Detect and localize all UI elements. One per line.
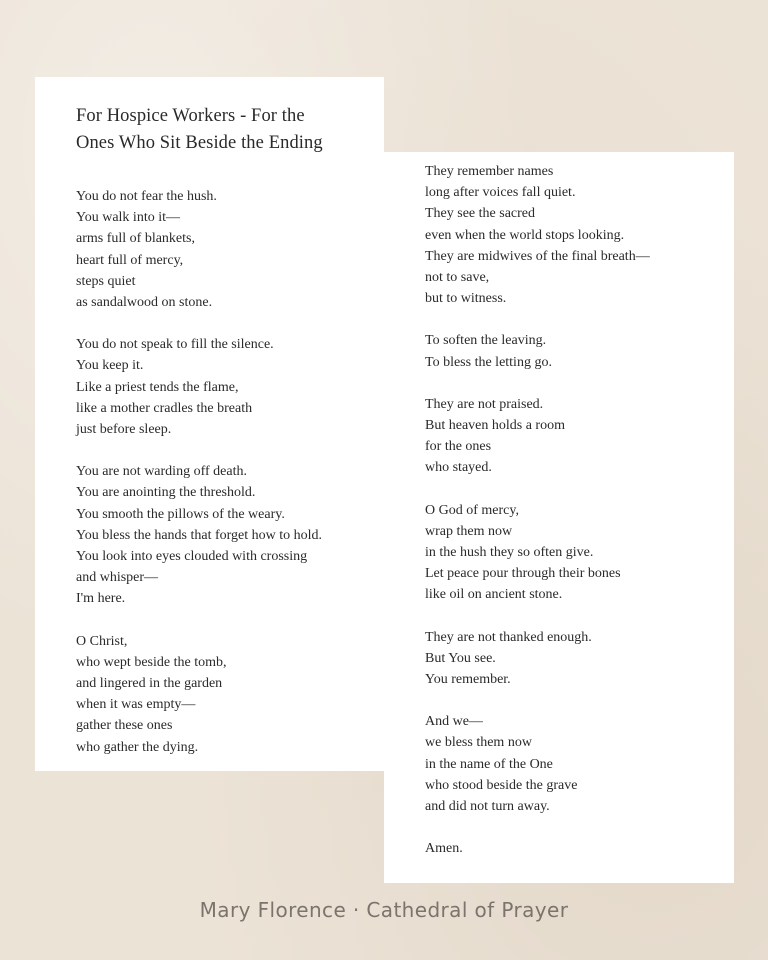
stanza <box>425 627 734 691</box>
poem-line: who gather the dying. <box>76 739 199 755</box>
poem-title-line-1: For Hospice Workers - For the <box>76 106 305 126</box>
poem-line: You keep it. <box>76 358 144 374</box>
poem-line: And we— <box>425 714 483 730</box>
stanza <box>425 500 734 606</box>
poem-line: like a mother cradles the breath <box>76 400 253 416</box>
poem-line: who stayed. <box>425 460 492 476</box>
poem-line: and did not turn away. <box>425 799 550 815</box>
poem-line: To bless the letting go. <box>425 354 552 370</box>
stanza <box>76 461 384 609</box>
poem-line: and whisper— <box>76 570 159 586</box>
poem-line: You smooth the pillows of the weary. <box>76 506 285 522</box>
right-stanzas <box>425 161 734 859</box>
poem-line: not to save, <box>425 270 490 286</box>
poem-line: They see the sacred <box>425 206 535 222</box>
poem-line: You are anointing the threshold. <box>76 485 256 501</box>
stanza <box>425 838 734 859</box>
poem-line: Like a priest tends the flame, <box>76 379 239 395</box>
poem-line: You walk into it— <box>76 210 180 226</box>
poem-line: I'm here. <box>76 591 126 607</box>
left-stanzas <box>76 186 384 758</box>
poem-line: we bless them now <box>425 735 532 751</box>
author-credit: Mary Florence · Cathedral of Prayer <box>199 898 569 922</box>
poem-line: They are not thanked enough. <box>425 629 592 645</box>
poem-line: But You see. <box>425 650 496 666</box>
stanza <box>76 186 384 313</box>
poem-line: O Christ, <box>76 633 128 649</box>
poem-line: like oil on ancient stone. <box>425 587 563 603</box>
poem-line: arms full of blankets, <box>76 231 195 247</box>
poem-line: but to witness. <box>425 291 507 307</box>
poem-line: You are not warding off death. <box>76 464 247 480</box>
poem-line: just before sleep. <box>76 422 172 438</box>
poem-line: But heaven holds a room <box>425 418 565 434</box>
poem-line: They are midwives of the final breath— <box>425 248 650 264</box>
poem-line: Let peace pour through their bones <box>425 566 621 582</box>
poem-line: You remember. <box>425 672 511 688</box>
stanza <box>425 330 734 372</box>
poem-line: who wept beside the tomb, <box>76 654 227 670</box>
poem-line: wrap them now <box>425 523 513 539</box>
poem-title-line-2: Ones Who Sit Beside the Ending <box>76 133 323 153</box>
poem-line: and lingered in the garden <box>76 676 223 692</box>
poem-line: You look into eyes clouded with crossing <box>76 549 308 565</box>
poem-line: You do not fear the hush. <box>76 189 217 204</box>
poem-line: You do not speak to fill the silence. <box>76 337 274 353</box>
stanza <box>425 161 734 309</box>
poem-line: You bless the hands that forget how to hold. <box>76 527 323 543</box>
stanza <box>76 334 384 440</box>
poem-line: To soften the leaving. <box>425 333 547 349</box>
poem-line: They are not praised. <box>425 396 544 412</box>
poem-line: who stood beside the grave <box>425 777 578 793</box>
stanza <box>76 631 384 758</box>
stanza <box>425 711 734 817</box>
poem-line: even when the world stops looking. <box>425 227 625 243</box>
poem-line: as sandalwood on stone. <box>76 295 213 311</box>
poem-page-left <box>35 77 384 771</box>
poem-page-right <box>384 152 734 883</box>
poem-line: in the hush they so often give. <box>425 545 594 561</box>
poem-title <box>76 103 384 157</box>
poem-line: They remember names <box>425 164 554 179</box>
poem-line: gather these ones <box>76 718 173 734</box>
poem-line: long after voices fall quiet. <box>425 185 576 201</box>
poem-line: when it was empty— <box>76 697 196 713</box>
poem-line: for the ones <box>425 439 492 455</box>
poem-line: steps quiet <box>76 273 136 289</box>
poem-line: heart full of mercy, <box>76 252 184 268</box>
poem-line: Amen. <box>425 841 463 857</box>
stanza <box>425 394 734 479</box>
poem-line: O God of mercy, <box>425 502 519 518</box>
poem-line: in the name of the One <box>425 756 553 772</box>
